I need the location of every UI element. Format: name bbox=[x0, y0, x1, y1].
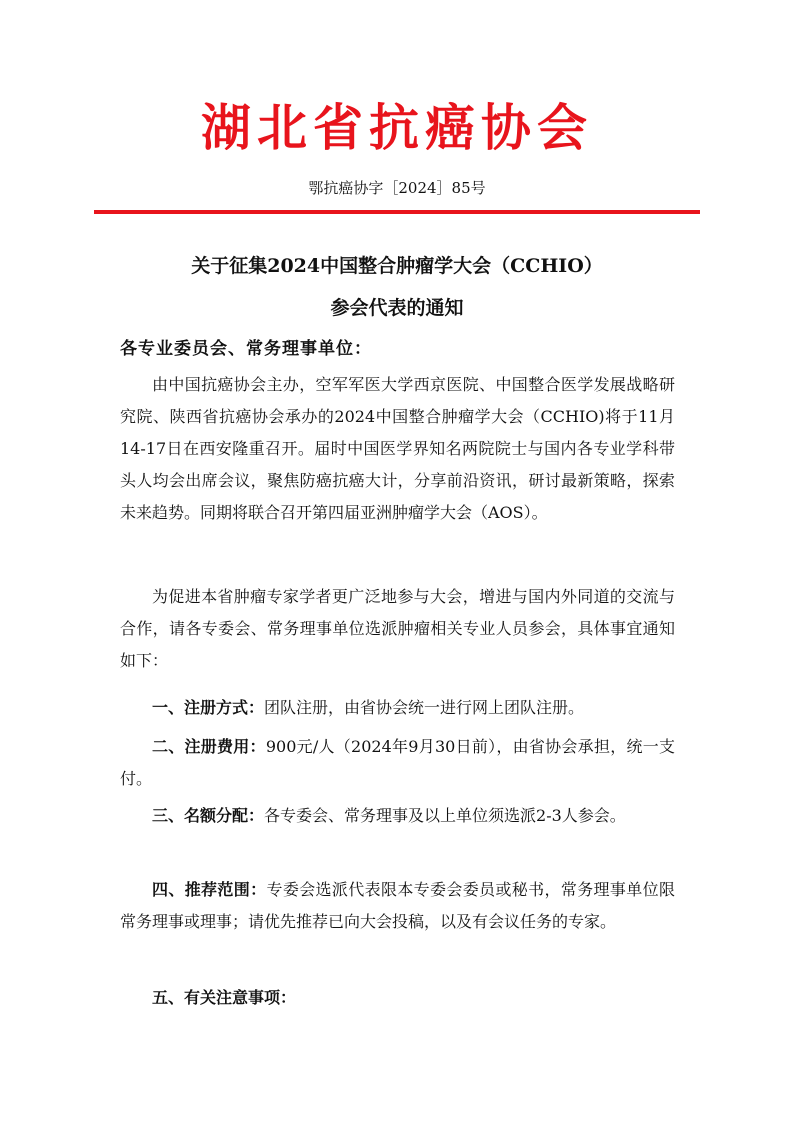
red-header-rule bbox=[94, 210, 700, 214]
item-quota-allocation bbox=[120, 800, 675, 832]
document-number: 鄂抗癌协字［2024］85号 bbox=[308, 179, 486, 197]
organization-title: 湖北省抗癌协会 bbox=[201, 99, 593, 157]
item-recommendation-scope bbox=[120, 874, 675, 938]
intro-paragraph: 由中国抗癌协会主办，空军军医大学西京医院、中国整合医学发展战略研究院、陕西省抗癌协会承办的2024中国整合肿瘤学大会（CCHIO)将于11月14-17日在西安隆重召开。届时中国医学界知名两院院士与国内各专业学科带头人均会出席会议，聚焦防癌抗癌大计，分享前沿资讯，研讨最新策略，探索未来趋势。同期将联合召开第四届亚洲肿瘤学大会（AOS）。 bbox=[120, 375, 675, 522]
purpose-paragraph: 为促进本省肿瘤专家学者更广泛地参与大会，增进与国内外同道的交流与合作，请各专委会、常务理事单位选派肿瘤相关专业人员参会，具体事宜通知如下： bbox=[120, 587, 675, 670]
item-text: 团队注册，由省协会统一进行网上团队注册。 bbox=[264, 698, 585, 717]
item-registration-fee bbox=[120, 731, 675, 795]
item-registration-method bbox=[120, 692, 675, 724]
item-text: 专委会选派代表限本专委会委员或秘书，常务理事单位限常务理事或理事；请优先推荐已向大会投稿，以及有会议任务的专家。 bbox=[120, 880, 675, 931]
item-lead: 二、注册费用： bbox=[152, 737, 266, 756]
item-notes bbox=[120, 982, 675, 1014]
notice-title-line-2: 参会代表的通知 bbox=[330, 297, 464, 319]
salutation: 各专业委员会、常务理事单位： bbox=[120, 339, 372, 359]
item-lead: 三、名额分配： bbox=[152, 806, 265, 825]
notice-title-line-1: 关于征集2024中国整合肿瘤学大会（CCHIO） bbox=[191, 255, 603, 277]
item-text: 各专委会、常务理事及以上单位须选派2-3人参会。 bbox=[264, 806, 626, 825]
item-text: 900元/人（2024年9月30日前），由省协会承担，统一支付。 bbox=[120, 737, 675, 788]
item-lead: 五、有关注意事项： bbox=[152, 988, 297, 1007]
item-lead: 四、推荐范围： bbox=[152, 880, 267, 899]
item-lead: 一、注册方式： bbox=[152, 698, 265, 717]
